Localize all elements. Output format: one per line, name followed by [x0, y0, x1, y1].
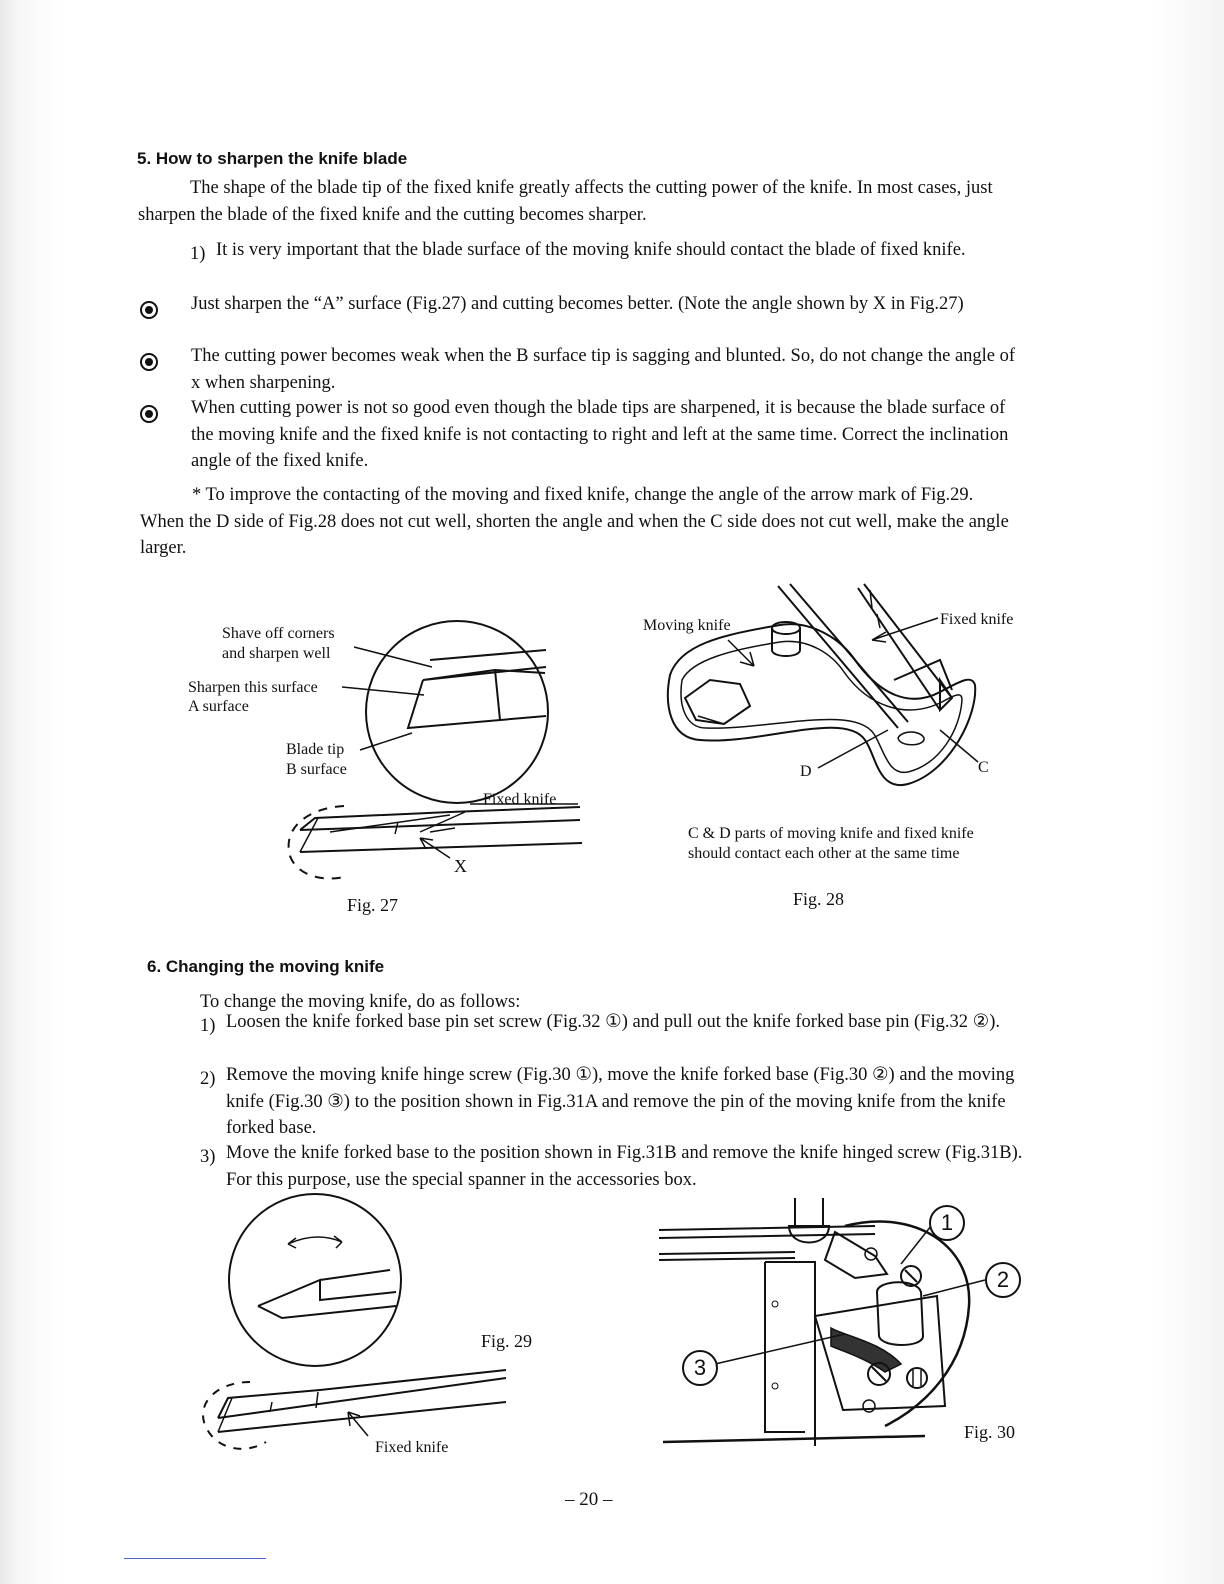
fig-29-drawing	[190, 1200, 520, 1460]
section-5-intro: The shape of the blade tip of the fixed knife greatly affects the cutting power of the knife. In most cases, just sharpen the blade of the fixed knife and the cutting becomes sharper.	[138, 178, 993, 225]
bullet-text-3: When cutting power is not so good even though the blade tips are sharpened, it is because the blade surface of the moving knife and the fixed knife is not contacting to right and left at the same time. Correct the inclination angle of the fixed knife.	[191, 398, 1009, 471]
footer-divider	[124, 1558, 266, 1559]
fig-27-label-b-surface: B surface	[286, 761, 347, 778]
section-6-intro: To change the moving knife, do as follows:	[200, 992, 521, 1012]
item-1-text: It is very important that the blade surface of the moving knife should contact the blade of fixed knife.	[216, 240, 966, 260]
fig-27-label-sharpen: Sharpen this surface	[188, 679, 318, 696]
step-1-text: Loosen the knife forked base pin set screw (Fig.32 ①) and pull out the knife forked base pin (Fig.32 ②).	[226, 1012, 1001, 1032]
step-3-number: 3)	[200, 1147, 216, 1167]
fig-29-label-fixed-knife: Fixed knife	[375, 1439, 449, 1456]
step-2-text: Remove the moving knife hinge screw (Fig.30 ①), move the knife forked base (Fig.30 ②) and the moving knife (Fig.30 ③) to the position shown in Fig.31A and remove the pin of the moving knife from the knife forked base.	[226, 1065, 1015, 1138]
section-5-note: * To improve the contacting of the moving and fixed knife, change the angle of the arrow mark of Fig.29. When the D side of Fig.28 does not cut well, shorten the angle and when the C side does not cut well, make the angle larger.	[140, 485, 1009, 558]
bullet-icon	[140, 301, 158, 319]
step-2-number: 2)	[200, 1069, 216, 1089]
step-3-text: Move the knife forked base to the position shown in Fig.31B and remove the knife hinged screw (Fig.31B). For this purpose, use the special spanner in the accessories box.	[226, 1143, 1023, 1190]
item-1-number: 1)	[190, 244, 206, 264]
fig-27-label-blade-tip: Blade tip	[286, 741, 345, 758]
section-5-heading: 5. How to sharpen the knife blade	[137, 149, 408, 168]
fig-27-label-a-surface: A surface	[188, 698, 249, 715]
fig-28-label-c: C	[978, 759, 989, 776]
fig-28-note-line-1: C & D parts of moving knife and fixed knife	[688, 825, 974, 842]
fig-28-label-moving-knife: Moving knife	[643, 617, 731, 634]
page-number: – 20 –	[565, 1489, 613, 1510]
fig-28-note-line-2: should contact each other at the same time	[688, 845, 960, 862]
bullet-text-2: The cutting power becomes weak when the B surface tip is sagging and blunted. So, do not change the angle of x when sharpening.	[191, 346, 1016, 393]
fig-27-caption: Fig. 27	[347, 895, 399, 915]
fig-30-callout-1: 1	[929, 1205, 965, 1241]
bullet-icon	[140, 405, 158, 423]
fig-30-callout-2: 2	[985, 1262, 1021, 1298]
fig-28-label-fixed-knife: Fixed knife	[940, 611, 1014, 628]
fig-27-label-shave: Shave off corners	[222, 625, 335, 642]
bullet-icon	[140, 353, 158, 371]
section-6-heading: 6. Changing the moving knife	[147, 957, 385, 976]
fig-29-caption: Fig. 29	[481, 1331, 533, 1351]
fig-30-callout-3: 3	[682, 1350, 718, 1386]
fig-28-label-d: D	[800, 763, 812, 780]
bullet-text-1: Just sharpen the “A” surface (Fig.27) and cutting becomes better. (Note the angle shown by X in Fig.27)	[191, 294, 964, 314]
fig-28-caption: Fig. 28	[793, 889, 845, 909]
fig-30-caption: Fig. 30	[964, 1422, 1016, 1442]
fig-27-label-fixed-knife: Fixed knife	[483, 791, 557, 808]
fig-27-label-shave-2: and sharpen well	[222, 645, 331, 662]
step-1-number: 1)	[200, 1016, 216, 1036]
fig-27-label-x: X	[454, 856, 467, 876]
